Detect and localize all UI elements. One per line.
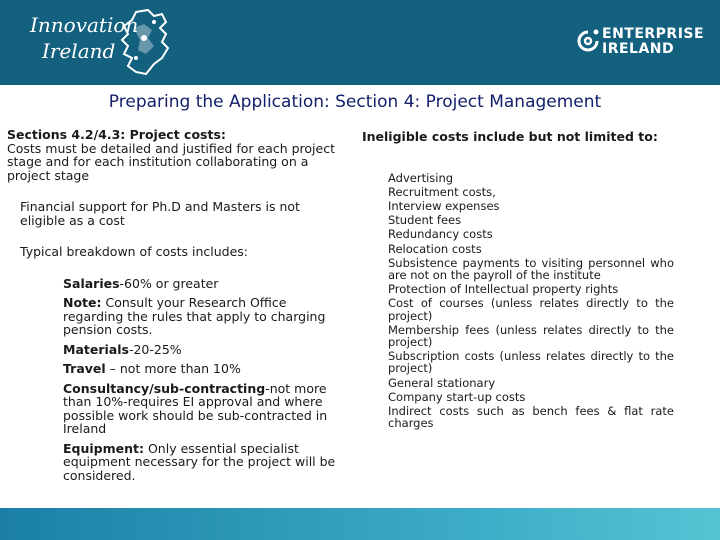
ei-line2: IRELAND <box>602 41 675 57</box>
ineligible-heading: Ineligible costs include but not limited to: <box>362 129 658 144</box>
project-costs-column <box>7 128 347 482</box>
materials-value: -20-25% <box>128 341 182 357</box>
costs-heading: Sections 4.2/4.3: Project costs: <box>7 127 226 142</box>
equipment-line <box>63 442 347 483</box>
list-item: Redundancy costs <box>388 227 493 242</box>
enterprise-ireland-icon <box>576 28 600 54</box>
equipment-text: Only essential specialist equipment necessary for the project will be considered. <box>63 440 336 483</box>
note-line <box>63 296 347 337</box>
consultancy-text: -not more than 10%-requires EI approval and where possible work should be sub-contracted in Ireland <box>63 380 328 436</box>
ireland-map-icon <box>114 8 176 78</box>
list-item: Company start-up costs <box>388 389 526 404</box>
materials-label: Materials <box>63 341 129 357</box>
list-item: General stationary <box>388 375 496 390</box>
consultancy-label: Consultancy/sub-contracting <box>63 380 266 396</box>
logo-line1: Innovation <box>30 13 139 37</box>
list-item: Advertising <box>388 170 454 185</box>
equipment-label: Equipment: <box>63 440 144 456</box>
logo-line2: Ireland <box>42 39 116 63</box>
note-text: Consult your Research Office regarding the rules that apply to charging pension costs. <box>63 295 326 337</box>
list-item: Relocation costs <box>388 241 482 256</box>
list-item: Subscription costs (unless relates directly to the project) <box>388 349 674 376</box>
salaries-line <box>63 277 347 291</box>
ineligible-costs-column <box>362 130 682 431</box>
list-item: Recruitment costs, <box>388 184 496 199</box>
salaries-value: -60% or greater <box>119 275 219 291</box>
list-item: Indirect costs such as bench fees & flat rate charges <box>388 403 674 431</box>
list-item: Student fees <box>388 213 462 228</box>
materials-line <box>63 343 347 357</box>
note-label: Note: <box>63 295 102 310</box>
ineligible-list <box>388 172 674 430</box>
list-item: Protection of Intellectual property rights <box>388 282 619 297</box>
footer-bar <box>0 508 720 540</box>
list-item: Cost of courses (unless relates directly to the project) <box>388 296 674 323</box>
list-item: Subsistence payments to visiting personnel who are not on the payroll of the institute <box>388 255 674 282</box>
costs-intro: Costs must be detailed and justified for each project stage and for each institution collaborating on a project stage <box>7 140 335 183</box>
breakdown-text: Typical breakdown of costs includes: <box>20 244 249 259</box>
list-item: Membership fees (unless relates directly to the project) <box>388 322 674 349</box>
travel-line <box>63 362 347 376</box>
enterprise-ireland-logo <box>576 24 706 64</box>
support-text: Financial support for Ph.D and Masters is not eligible as a cost <box>20 199 300 228</box>
ei-line1: ENTERPRISE <box>602 26 705 42</box>
consultancy-line <box>63 382 347 436</box>
page-title: Preparing the Application: Section 4: Project Management <box>108 92 602 112</box>
travel-value: – not more than 10% <box>105 361 241 376</box>
salaries-label: Salaries <box>63 275 120 291</box>
header-bar <box>0 0 720 85</box>
innovation-ireland-logo <box>30 8 162 74</box>
travel-label: Travel <box>63 361 106 376</box>
list-item: Interview expenses <box>388 198 500 213</box>
